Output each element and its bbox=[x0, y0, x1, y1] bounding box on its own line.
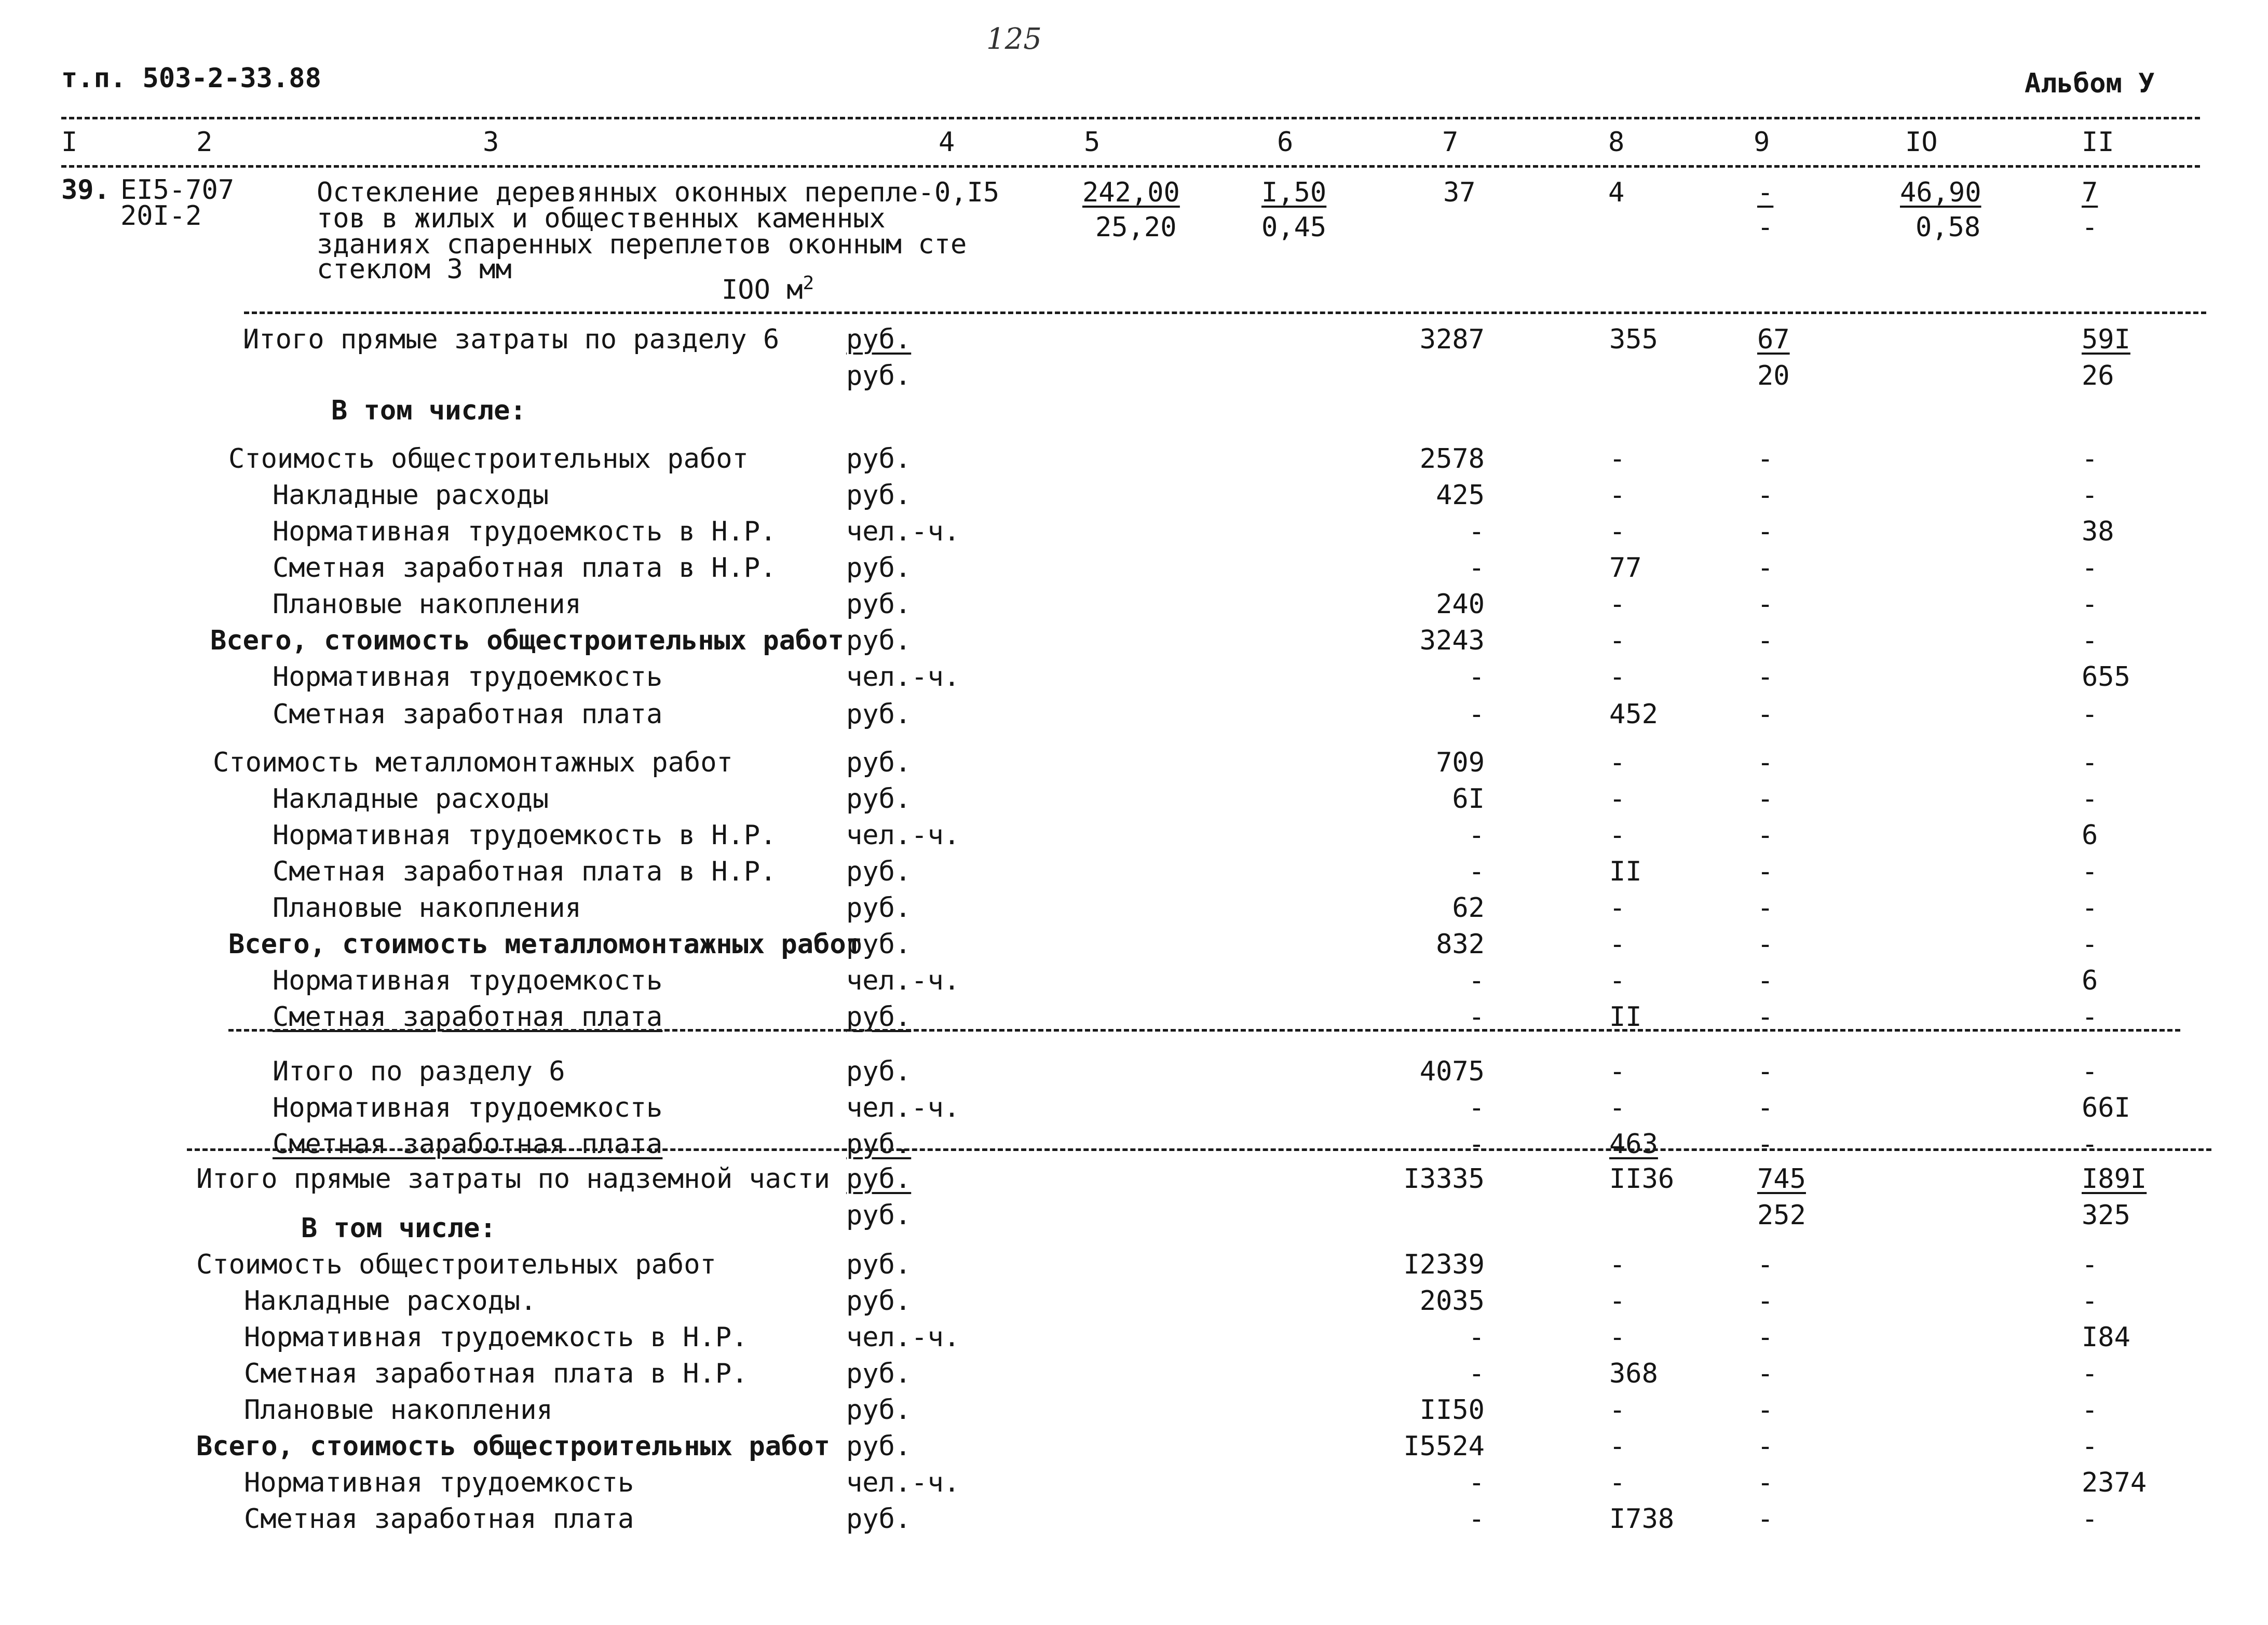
row-col8: 452 bbox=[1609, 699, 1658, 730]
row-col11: - bbox=[2082, 1056, 2098, 1087]
row-label: Нормативная трудоемкость в Н.Р. bbox=[273, 516, 777, 547]
row-unit: руб. bbox=[846, 1163, 912, 1195]
row-col9: - bbox=[1757, 1001, 1774, 1033]
row-col7: I3335 bbox=[1403, 1163, 1485, 1195]
item-code: EI5-707 bbox=[120, 174, 235, 206]
item-col5-top: 242,00 bbox=[1082, 177, 1180, 208]
item-col9-bottom: - bbox=[1757, 212, 1774, 243]
row-col8: - bbox=[1609, 516, 1626, 547]
row-col11: - bbox=[2082, 1431, 2098, 1462]
row-unit: чел.-ч. bbox=[846, 820, 960, 851]
row-label: Всего, стоимость общестроительных работ bbox=[210, 625, 844, 656]
row-col9: - bbox=[1757, 783, 1774, 815]
row-col11: 6 bbox=[2082, 820, 2098, 851]
rule-after-section bbox=[187, 1148, 2211, 1151]
row-col7: 240 bbox=[1436, 589, 1485, 620]
item-col7: 37 bbox=[1443, 177, 1476, 208]
row-col7: 425 bbox=[1436, 480, 1485, 511]
row-col7: 2578 bbox=[1419, 443, 1485, 475]
row-unit: руб. bbox=[846, 552, 912, 584]
row-label: Плановые накопления bbox=[273, 589, 581, 620]
row-unit: руб. bbox=[846, 929, 912, 960]
row-label: Итого прямые затраты по надземной части bbox=[196, 1163, 830, 1195]
row-col11: - bbox=[2082, 625, 2098, 656]
row-col7: - bbox=[1468, 1504, 1485, 1535]
col-num-5: 5 bbox=[1084, 127, 1101, 158]
item-description-line: зданиях спаренных переплетов оконным сте bbox=[317, 229, 967, 260]
row-col9: - bbox=[1757, 480, 1774, 511]
row-col8: - bbox=[1609, 1394, 1626, 1426]
row-unit: руб. bbox=[846, 856, 912, 887]
row-col11: - bbox=[2082, 1394, 2098, 1426]
row-col9: - bbox=[1757, 820, 1774, 851]
row-col9: - bbox=[1757, 747, 1774, 778]
item-col9-top: - bbox=[1757, 177, 1774, 208]
row-col8: I738 bbox=[1609, 1504, 1675, 1535]
row-col7: - bbox=[1468, 1358, 1485, 1389]
row-col11: I89I bbox=[2082, 1163, 2147, 1195]
row-col8: II bbox=[1609, 1001, 1642, 1033]
row-label: Стоимость общестроительных работ bbox=[196, 1249, 716, 1280]
row-unit: руб. bbox=[846, 324, 912, 355]
row-col9: 745 bbox=[1757, 1163, 1806, 1195]
row-col8: - bbox=[1609, 1249, 1626, 1280]
row-label: Нормативная трудоемкость bbox=[244, 1467, 634, 1498]
row-col11: - bbox=[2082, 480, 2098, 511]
row-label: Сметная заработная плата bbox=[244, 1504, 634, 1535]
row-col7: - bbox=[1468, 856, 1485, 887]
row-col7: - bbox=[1468, 1129, 1485, 1160]
row-col9: - bbox=[1757, 1358, 1774, 1389]
row-unit: чел.-ч. bbox=[846, 965, 960, 996]
row-col11: - bbox=[2082, 443, 2098, 475]
row-col7: - bbox=[1468, 965, 1485, 996]
row-col9: - bbox=[1757, 965, 1774, 996]
col-num-8: 8 bbox=[1608, 127, 1625, 158]
row-col9: - bbox=[1757, 699, 1774, 730]
row-label: В том числе: bbox=[331, 395, 526, 426]
row-col11: 66I bbox=[2082, 1092, 2130, 1123]
row-label: Сметная заработная плата bbox=[273, 1001, 663, 1033]
row-label: Нормативная трудоемкость bbox=[273, 1092, 663, 1123]
item-col5-bottom: 25,20 bbox=[1095, 212, 1177, 243]
row-col8: - bbox=[1609, 1092, 1626, 1123]
row-unit: руб. bbox=[846, 1249, 912, 1280]
row-col8: - bbox=[1609, 1467, 1626, 1498]
row-unit: руб. bbox=[846, 589, 912, 620]
row-col8: II36 bbox=[1609, 1163, 1675, 1195]
row-unit: чел.-ч. bbox=[846, 1322, 960, 1353]
row-col9: - bbox=[1757, 661, 1774, 693]
row-col11: 59I bbox=[2082, 324, 2130, 355]
album-label: Альбом У bbox=[2025, 68, 2155, 99]
row-unit: чел.-ч. bbox=[846, 516, 960, 547]
row-label: Плановые накопления bbox=[244, 1394, 553, 1426]
row-col8: - bbox=[1609, 929, 1626, 960]
col-num-3: 3 bbox=[483, 127, 499, 158]
row-col11: 38 bbox=[2082, 516, 2114, 547]
row-unit: руб. bbox=[846, 699, 912, 730]
col-num-11: II bbox=[2082, 127, 2114, 158]
row-col7: 2035 bbox=[1419, 1285, 1485, 1317]
row-col9: - bbox=[1757, 1056, 1774, 1087]
row-col8: 77 bbox=[1609, 552, 1642, 584]
row-col7: - bbox=[1468, 552, 1485, 584]
row-col8: - bbox=[1609, 443, 1626, 475]
row-col7: 832 bbox=[1436, 929, 1485, 960]
col-num-7: 7 bbox=[1442, 127, 1459, 158]
row-label: Нормативная трудоемкость в Н.Р. bbox=[273, 820, 777, 851]
row-col8: - bbox=[1609, 965, 1626, 996]
row-col11: 26 bbox=[2082, 360, 2114, 391]
item-col11-bottom: - bbox=[2082, 212, 2098, 243]
row-unit: чел.-ч. bbox=[846, 1467, 960, 1498]
row-col11: - bbox=[2082, 892, 2098, 924]
row-col8: - bbox=[1609, 783, 1626, 815]
row-label: Итого прямые затраты по разделу 6 bbox=[243, 324, 780, 355]
row-col11: - bbox=[2082, 589, 2098, 620]
row-col8: - bbox=[1609, 625, 1626, 656]
row-label: Сметная заработная плата bbox=[273, 1129, 663, 1160]
row-col9: - bbox=[1757, 1431, 1774, 1462]
item-col6-bottom: 0,45 bbox=[1261, 212, 1327, 243]
row-col9: - bbox=[1757, 929, 1774, 960]
row-col9: - bbox=[1757, 443, 1774, 475]
item-col11-top: 7 bbox=[2082, 177, 2098, 208]
row-col11: - bbox=[2082, 783, 2098, 815]
row-col11: 2374 bbox=[2082, 1467, 2147, 1498]
item-col6-top: I,50 bbox=[1261, 177, 1327, 208]
row-col7: 62 bbox=[1452, 892, 1485, 924]
row-unit: руб. bbox=[846, 1129, 912, 1160]
col-num-9: 9 bbox=[1754, 127, 1770, 158]
row-col8: - bbox=[1609, 1322, 1626, 1353]
row-unit: руб. bbox=[846, 783, 912, 815]
row-col7: II50 bbox=[1419, 1394, 1485, 1426]
row-label: Нормативная трудоемкость bbox=[273, 965, 663, 996]
row-col9: - bbox=[1757, 1504, 1774, 1535]
row-col11: 325 bbox=[2082, 1200, 2130, 1231]
row-unit: руб. bbox=[846, 1001, 912, 1033]
row-unit: руб. bbox=[846, 443, 912, 475]
row-col9: - bbox=[1757, 1092, 1774, 1123]
row-label: Всего, стоимость общестроительных работ bbox=[196, 1431, 830, 1462]
item-col10-bottom: 0,58 bbox=[1916, 212, 1981, 243]
row-unit: руб. bbox=[846, 1285, 912, 1317]
row-unit: руб. bbox=[846, 360, 912, 391]
row-col11: - bbox=[2082, 1249, 2098, 1280]
row-col7: - bbox=[1468, 1001, 1485, 1033]
row-col8: 463 bbox=[1609, 1129, 1658, 1160]
row-col11: - bbox=[2082, 1129, 2098, 1160]
row-col8: - bbox=[1609, 892, 1626, 924]
row-col7: 3243 bbox=[1419, 625, 1485, 656]
row-col11: - bbox=[2082, 1504, 2098, 1535]
row-unit: руб. bbox=[846, 1504, 912, 1535]
row-unit: руб. bbox=[846, 747, 912, 778]
row-col9: - bbox=[1757, 516, 1774, 547]
row-col7: I2339 bbox=[1403, 1249, 1485, 1280]
col-num-10: IO bbox=[1905, 127, 1938, 158]
row-col9: - bbox=[1757, 589, 1774, 620]
row-col11: - bbox=[2082, 747, 2098, 778]
item-description-line: тов в жилых и общественных каменных bbox=[317, 203, 886, 234]
row-label: Итого по разделу 6 bbox=[273, 1056, 565, 1087]
item-col8: 4 bbox=[1608, 177, 1625, 208]
row-col7: 6I bbox=[1452, 783, 1485, 815]
row-col8: - bbox=[1609, 1285, 1626, 1317]
row-col7: - bbox=[1468, 516, 1485, 547]
row-unit: руб. bbox=[846, 1394, 912, 1426]
row-label: В том числе: bbox=[301, 1213, 496, 1244]
row-unit: руб. bbox=[846, 892, 912, 924]
item-code-2: 20I-2 bbox=[120, 200, 202, 232]
row-label: Стоимость металломонтажных работ bbox=[213, 747, 733, 778]
row-col8: - bbox=[1609, 747, 1626, 778]
row-col7: - bbox=[1468, 699, 1485, 730]
row-label: Сметная заработная плата в Н.Р. bbox=[273, 856, 777, 887]
row-col11: 655 bbox=[2082, 661, 2130, 693]
row-col7: - bbox=[1468, 661, 1485, 693]
row-label: Нормативная трудоемкость bbox=[273, 661, 663, 693]
col-num-2: 2 bbox=[196, 127, 213, 158]
row-col9: - bbox=[1757, 1394, 1774, 1426]
row-label: Плановые накопления bbox=[273, 892, 581, 924]
row-col8: - bbox=[1609, 820, 1626, 851]
row-col7: - bbox=[1468, 820, 1485, 851]
col-num-1: I bbox=[61, 127, 78, 158]
row-col9: - bbox=[1757, 892, 1774, 924]
row-col11: - bbox=[2082, 699, 2098, 730]
row-col11: - bbox=[2082, 552, 2098, 584]
row-col9: 252 bbox=[1757, 1200, 1806, 1231]
row-label: Всего, стоимость металломонтажных работ bbox=[228, 929, 862, 960]
row-col8: - bbox=[1609, 1056, 1626, 1087]
row-label: Сметная заработная плата bbox=[273, 699, 663, 730]
row-col11: - bbox=[2082, 1358, 2098, 1389]
row-label: Стоимость общестроительных работ bbox=[228, 443, 749, 475]
row-col9: 67 bbox=[1757, 324, 1790, 355]
document-code: т.п. 503-2-33.88 bbox=[61, 63, 321, 94]
row-label: Накладные расходы. bbox=[244, 1285, 537, 1317]
col-num-6: 6 bbox=[1277, 127, 1294, 158]
item-description-line: стеклом 3 мм bbox=[317, 254, 512, 285]
row-unit: руб. bbox=[846, 480, 912, 511]
row-col11: I84 bbox=[2082, 1322, 2130, 1353]
item-unit-sup: 2 bbox=[803, 273, 814, 294]
item-description-line: Остекление деревянных оконных перепле- bbox=[317, 177, 934, 208]
row-col8: - bbox=[1609, 661, 1626, 693]
row-col9: - bbox=[1757, 856, 1774, 887]
item-qty: 0,I5 bbox=[934, 177, 1000, 208]
row-unit: руб. bbox=[846, 1200, 912, 1231]
row-unit: чел.-ч. bbox=[846, 661, 960, 693]
row-col11: - bbox=[2082, 929, 2098, 960]
row-unit: руб. bbox=[846, 625, 912, 656]
row-label: Накладные расходы bbox=[273, 480, 549, 511]
row-col9: - bbox=[1757, 1285, 1774, 1317]
rule-after-metal bbox=[228, 1029, 2180, 1032]
row-col9: - bbox=[1757, 552, 1774, 584]
row-unit: чел.-ч. bbox=[846, 1092, 960, 1123]
row-label: Накладные расходы bbox=[273, 783, 549, 815]
item-unit-base: IOO м bbox=[722, 274, 803, 306]
row-col8: 368 bbox=[1609, 1358, 1658, 1389]
row-col8: - bbox=[1609, 480, 1626, 511]
row-col8: - bbox=[1609, 1431, 1626, 1462]
row-col7: 4075 bbox=[1419, 1056, 1485, 1087]
row-col7: 709 bbox=[1436, 747, 1485, 778]
row-label: Нормативная трудоемкость в Н.Р. bbox=[244, 1322, 748, 1353]
page-number: 125 bbox=[986, 22, 1042, 56]
row-unit: руб. bbox=[846, 1431, 912, 1462]
row-col8: II bbox=[1609, 856, 1642, 887]
row-col11: 6 bbox=[2082, 965, 2098, 996]
row-col9: - bbox=[1757, 1249, 1774, 1280]
row-unit: руб. bbox=[846, 1358, 912, 1389]
row-label: Сметная заработная плата в Н.Р. bbox=[273, 552, 777, 584]
row-col11: - bbox=[2082, 1285, 2098, 1317]
row-col7: - bbox=[1468, 1467, 1485, 1498]
row-col8: - bbox=[1609, 589, 1626, 620]
row-col9: 20 bbox=[1757, 360, 1790, 391]
row-col7: 3287 bbox=[1419, 324, 1485, 355]
row-col7: - bbox=[1468, 1322, 1485, 1353]
col-num-4: 4 bbox=[939, 127, 955, 158]
item-col10-top: 46,90 bbox=[1900, 177, 1981, 208]
row-col9: - bbox=[1757, 1129, 1774, 1160]
row-col9: - bbox=[1757, 625, 1774, 656]
row-label: Сметная заработная плата в Н.Р. bbox=[244, 1358, 748, 1389]
row-col7: I5524 bbox=[1403, 1431, 1485, 1462]
row-unit: руб. bbox=[846, 1056, 912, 1087]
row-col7: - bbox=[1468, 1092, 1485, 1123]
row-col8: 355 bbox=[1609, 324, 1658, 355]
row-col9: - bbox=[1757, 1467, 1774, 1498]
row-col11: - bbox=[2082, 856, 2098, 887]
row-col9: - bbox=[1757, 1322, 1774, 1353]
row-col11: - bbox=[2082, 1001, 2098, 1033]
item-number: 39. bbox=[61, 174, 110, 206]
